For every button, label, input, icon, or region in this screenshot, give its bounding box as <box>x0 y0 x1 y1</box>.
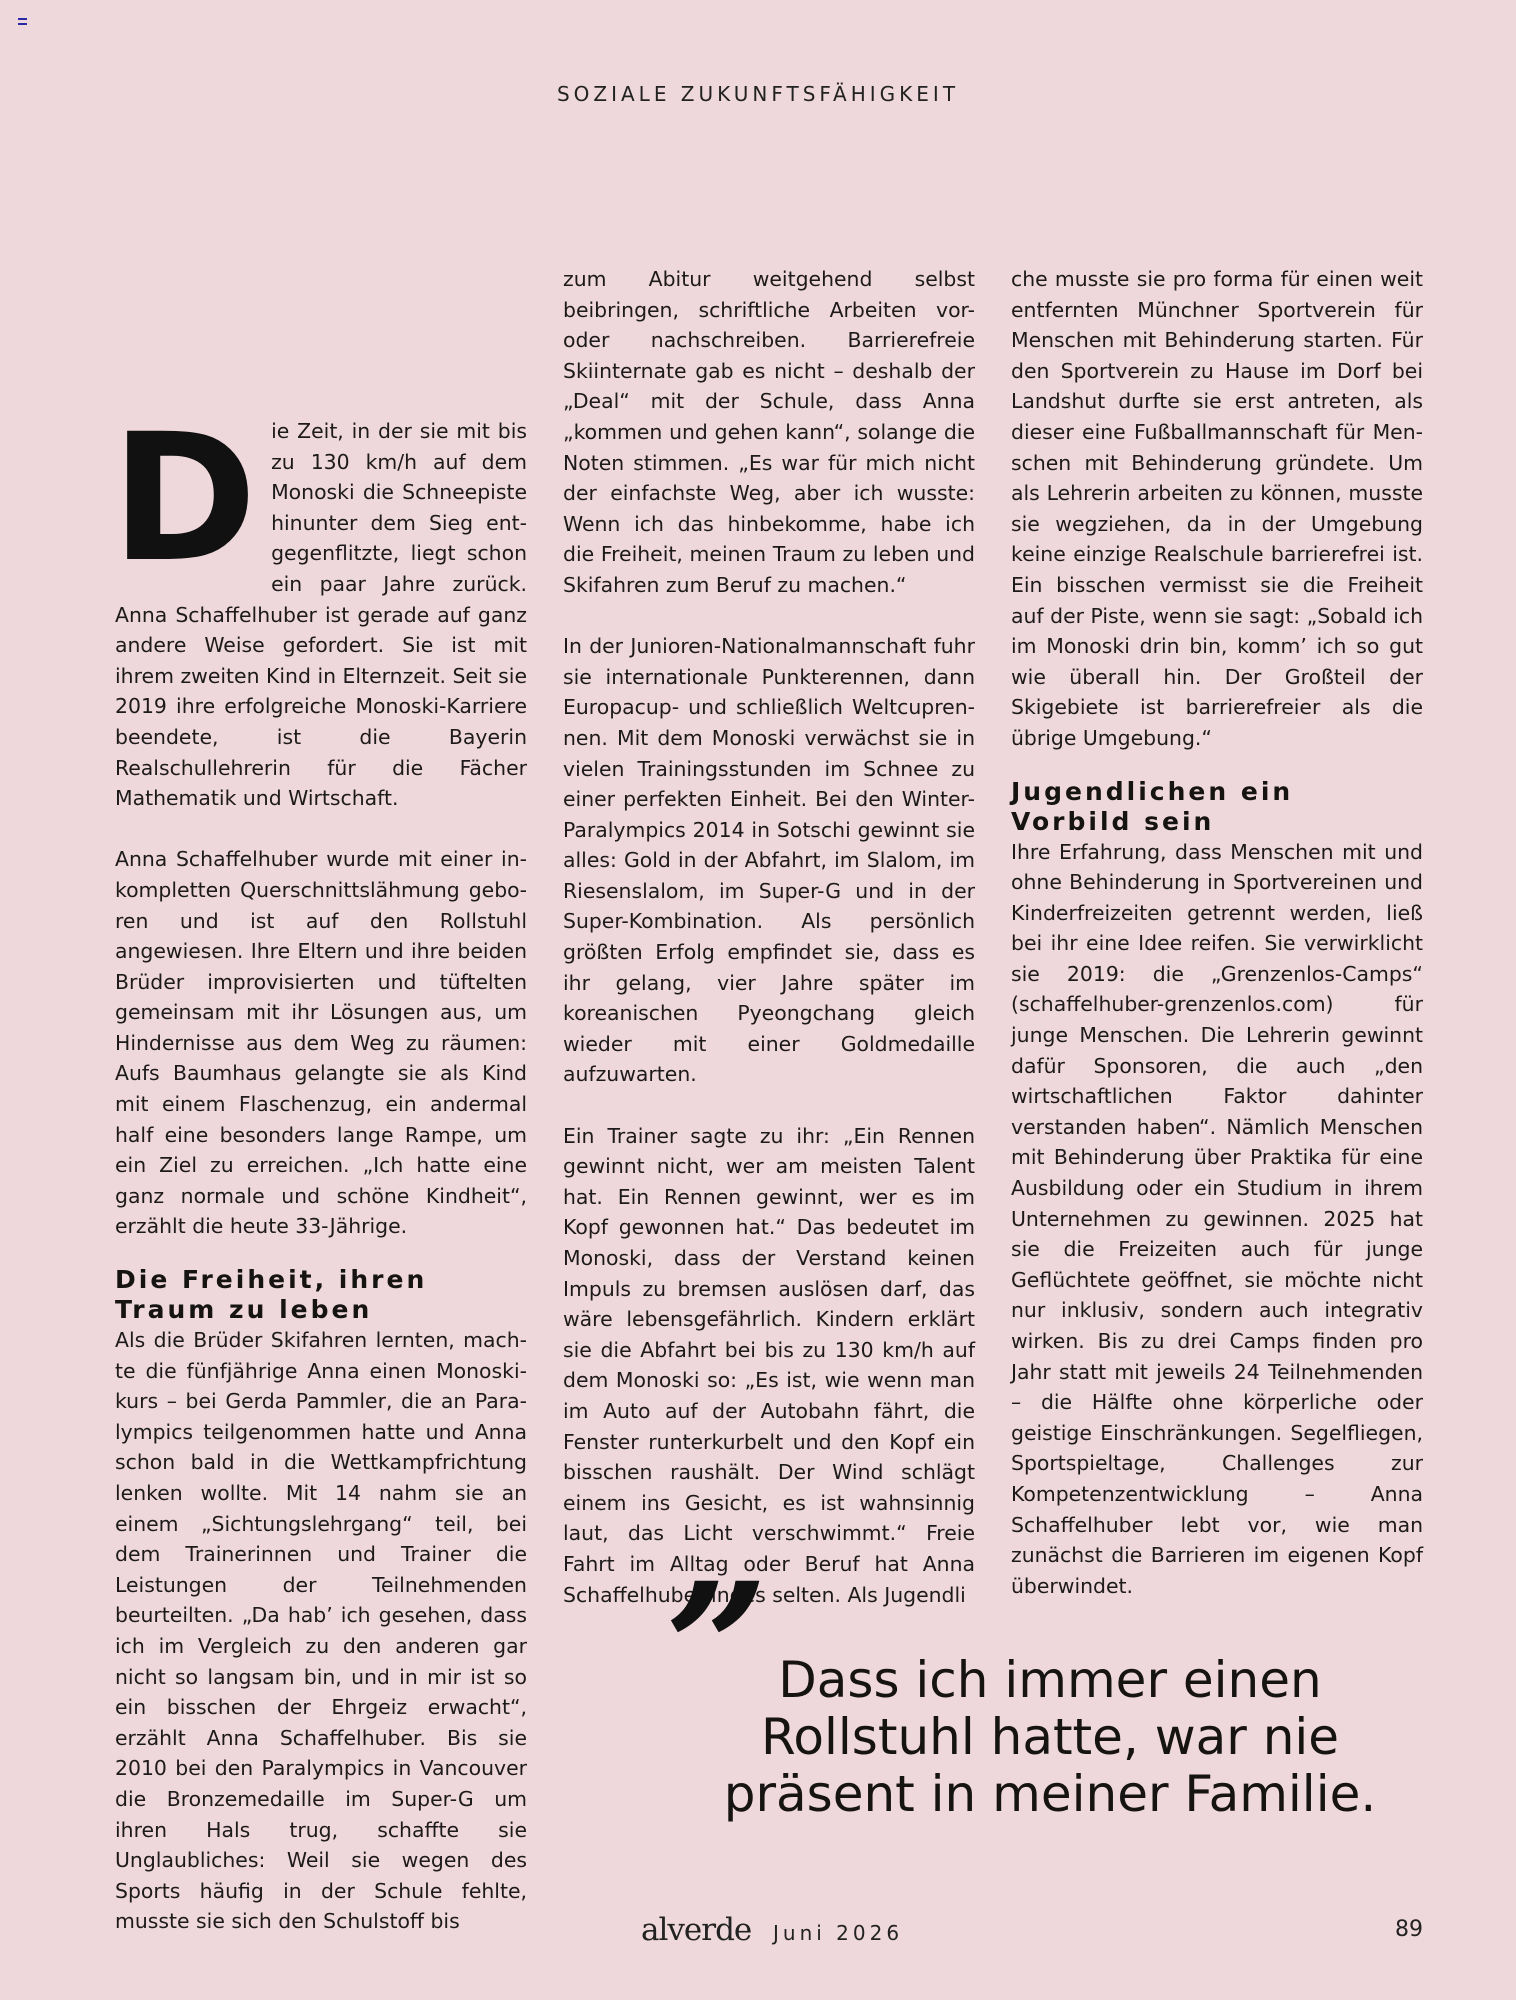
paragraph: ie Zeit, in der sie mit bis zu 130 km/h auf dem Monoski die Schneepiste hinunter dem Sieg entgegenflitzte, liegt schon ein paar Jahre zurück. Anna Schaffelhuber ist gerade auf ganz andere Weise gefordert. Sie ist mit ihrem zweiten Kind in Elternzeit. Seit sie 2019 ihre erfolgreiche Monoski-Karriere beendete, ist die Bayerin Realschullehrerin für die Fächer Mathematik und Wirtschaft. <box>115 419 527 811</box>
paragraph: Anna Schaffelhuber wurde mit einer inkompletten Querschnittslähmung geboren und ist auf den Rollstuhl angewiesen. Ihre Eltern und ihre beiden Brüder improvisierten und tüftelten gemeinsam mit ihr Lösungen aus, um Hindernisse aus dem Weg zu räumen: Aufs Baumhaus gelangte sie als Kind mit einem Flaschenzug, ein andermal half eine besonders lange Rampe, um ein Ziel zu erreichen. „Ich hatte eine ganz normale und schöne Kindheit“, erzählt die heute 33-Jährige. <box>115 847 527 1239</box>
menu-icon[interactable] <box>18 18 27 25</box>
subheading: Die Freiheit, ihren Traum zu leben <box>115 1265 428 1325</box>
paragraph: In der Junioren-Nationalmannschaft fuhr sie internationale Punkterennen, dann Europacup- und schließlich Weltcuprennen. Mit dem Monoski verwächst sie in vielen Trainingsstunden im Schnee zu einer perfekten Einheit. Bei den Winter-Paralympics 2014 in Sotschi gewinnt sie alles: Gold in der Abfahrt, im Slalom, im Riesenslalom, im Super-G und in der Super-Kombination. Als persönlich größten Erfolg empfindet sie, dass es ihr gelang, vier Jahre später im koreanischen Pyeongchang gleich wieder mit einer Goldmedaille aufzuwarten. <box>563 634 975 1087</box>
brand-logo: alverde <box>641 1912 752 1948</box>
dropcap: D <box>111 396 258 601</box>
paragraph: Als die Brüder Skifahren lernten, machte die fünfjährige Anna einen Monoskikurs – bei Gerda Pammler, die an Paralympics teilgenommen hatte und Anna schon bald in die Wettkampfrichtung lenken wollte. Mit 14 nahm sie an einem „Sichtungslehrgang“ teil, bei dem Trainerinnen und Trainer die Leistungen der Teilnehmenden beurteilten. „Da hab’ ich gesehen, dass ich im Vergleich zu den anderen gar nicht so langsam bin, und in mir ist so ein bisschen der Ehrgeiz erwacht“, erzählt Anna Schaffelhuber. Bis sie 2010 bei den Paralympics in Vancouver die Bronzemedaille im Super-G um ihren Hals trug, schaffte sie Unglaubliches: Weil sie wegen des Sports häufig in der Schule fehlte, musste sie sich den Schulstoff bis <box>115 1328 527 1934</box>
paragraph: Ein Trainer sagte zu ihr: „Ein Rennen gewinnt nicht, wer am meisten Talent hat. Ein Rennen gewinnt, wer es im Kopf gewonnen hat.“ Das bedeutet im Monoski, dass der Verstand keinen Impuls zu bremsen auslösen darf, das wäre lebensgefährlich. Kindern erklärt sie die Abfahrt bei bis zu 130 km/h auf dem Monoski so: „Es ist, wie wenn man im Auto auf der Autobahn fährt, die Fenster runterkurbelt und den Kopf ein bisschen raushält. Der Wind schlägt einem ins Gesicht, es ist wahnsinnig laut, das Licht verschwimmt.“ Freie Fahrt im Alltag oder Beruf hat Anna Schaffelhuber indes selten. Als Jugendli <box>563 1123 975 1607</box>
paragraph: che musste sie pro forma für einen weit entfernten Münchner Sportverein für Menschen mit Behinderung starten. Für den Sportverein zu Hause im Dorf bei Landshut durfte sie erst antreten, als dieser eine Fußballmannschaft für Menschen mit Behinderung gründete. Um als Lehrerin arbeiten zu können, musste sie wegziehen, da in der Umgebung keine einzige Realschule barrierefrei ist. Ein bisschen vermisst sie die Freiheit auf der Piste, wenn sie sagt: „Sobald ich im Monoski drin bin, komm’ ich so gut wie überall hin. Der Großteil der Skigebiete ist barrierefreier als die übrige Umgebung.“ <box>1011 267 1423 750</box>
quote-mark-icon: ” <box>665 1544 769 1755</box>
article-column-2 <box>563 264 975 1610</box>
pull-quote: Dass ich immer einen Rollstuhl hatte, war nie präsent in meiner Familie. <box>723 1651 1377 1823</box>
paragraph: Ihre Erfahrung, dass Menschen mit und ohne Behinderung in Sportvereinen und Kinderfreizeiten getrennt werden, ließ bei ihr eine Idee reifen. Sie verwirklicht sie 2019: die „Grenzenlos-Camps“ (schaffelhuber-grenzenlos.com) für junge Menschen. Die Lehrerin gewinnt dafür Sponsoren, die auch „den wirtschaftlichen Faktor dahinter verstanden haben“. Nämlich Menschen mit Behinderung über Praktika für eine Ausbildung oder ein Studium in ihrem Unternehmen zu gewinnen. 2025 hat sie die Freizeiten auch für junge Geflüchtete geöffnet, sie möchte nicht nur inklusiv, sondern auch integrativ wirken. Bis zu drei Camps finden pro Jahr statt mit jeweils 24 Teilnehmenden – die Hälfte ohne körperliche oder geistige Einschränkungen. Segelfliegen, Sportspieltage, Challenges zur Kompetenzentwicklung – Anna Schaffelhuber lebt vor, wie man zunächst die Barrieren im eigenen Kopf überwindet. <box>1011 839 1423 1598</box>
paragraph: zum Abitur weitgehend selbst beibringen, schriftliche Arbeiten vor- oder nachschreiben. Barrierefreie Skiinternate gab es nicht – deshalb der „Deal“ mit der Schule, dass Anna „kommen und gehen kann“, solange die Noten stimmen. „Es war für mich nicht der einfachste Weg, aber ich wusste: Wenn ich das hinbekomme, habe ich die Freiheit, meinen Traum zu leben und Skifahren zum Beruf zu machen.“ <box>563 267 975 597</box>
issue-date: Juni 2026 <box>773 1921 904 1945</box>
subheading: Jugendlichen ein Vorbild sein <box>1011 776 1294 836</box>
article-column-3 <box>1011 264 1423 1601</box>
section-header: SOZIALE ZUKUNFTSFÄHIGKEIT <box>556 82 960 106</box>
article-column-1 <box>111 396 527 1937</box>
page-number: 89 <box>1395 1917 1423 1942</box>
